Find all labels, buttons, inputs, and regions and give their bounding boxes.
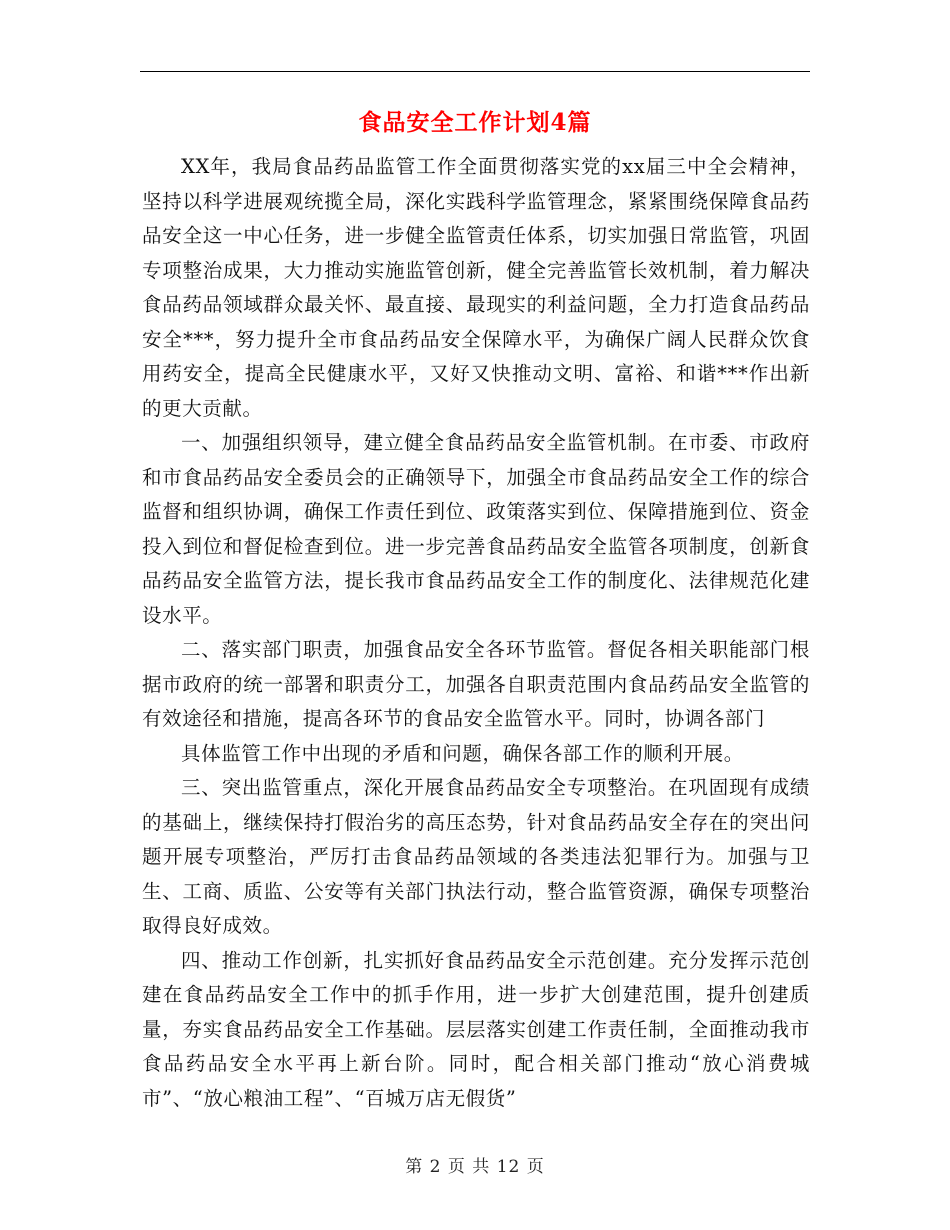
page-footer xyxy=(0,1152,950,1177)
footer-page-total: 12 xyxy=(496,1157,521,1177)
paragraph-section-4: 四、推动工作创新，扎实抓好食品药品安全示范创建。充分发挥示范创建在食品药品安全工作中的抓手作用，进一步扩大创建范围，提升创建质量，夯实食品药品安全工作基础。层层落实创建工作责任制，全面推动我市食品药品安全水平再上新台阶。同时，配合相关部门推动“放心消费城市”、“放心粮油工程”、“百城万店无假货” xyxy=(142,948,810,1110)
paragraph-section-2: 二、落实部门职责，加强食品安全各环节监管。督促各相关职能部门根据市政府的统一部署和职责分工，加强各自职责范围内食品药品安全监管的有效途径和措施，提高各环节的食品安全监管水平。同时，协调各部门 xyxy=(142,638,810,730)
footer-prefix: 第 xyxy=(405,1157,424,1177)
document-body xyxy=(142,150,810,1116)
footer-page-current: 2 xyxy=(429,1157,442,1177)
document-title: 食品安全工作计划4篇 xyxy=(358,109,592,136)
paragraph-section-2-continued: 具体监管工作中出现的矛盾和问题，确保各部工作的顺利开展。 xyxy=(181,741,744,765)
paragraph-intro: XX年，我局食品药品监管工作全面贯彻落实党的xx届三中全会精神，坚持以科学进展观统揽全局，深化实践科学监管理念，紧紧围绕保障食品药品安全这一中心任务，进一步健全监管责任体系，切实加强日常监管，巩固专项整治成果，大力推动实施监管创新，健全完善监管长效机制，着力解决食品药品领域群众最关怀、最直接、最现实的利益问题，全力打造食品药品安全***，努力提升全市食品药品安全保障水平，为确保广阔人民群众饮食用药安全，提高全民健康水平，又好又快推动文明、富裕、和谐***作出新的更大贡献。 xyxy=(142,155,810,420)
paragraph-section-1: 一、加强组织领导，建立健全食品药品安全监管机制。在市委、市政府和市食品药品安全委员会的正确领导下，加强全市食品药品安全工作的综合监督和组织协调，确保工作责任到位、政策落实到位、保障措施到位、资金投入到位和督促检查到位。进一步完善食品药品安全监管各项制度，创新食品药品安全监管方法，提长我市食品药品安全工作的制度化、法律规范化建设水平。 xyxy=(142,431,810,627)
paragraph-section-3: 三、突出监管重点，深化开展食品药品安全专项整治。在巩固现有成绩的基础上，继续保持打假治劣的高压态势，针对食品药品安全存在的突出问题开展专项整治，严厉打击食品药品领域的各类违法犯罪行为。加强与卫生、工商、质监、公安等有关部门执法行动，整合监管资源，确保专项整治取得良好成效。 xyxy=(142,776,810,937)
footer-mid: 页 共 xyxy=(447,1157,491,1177)
header-rule xyxy=(140,71,810,72)
footer-suffix: 页 xyxy=(526,1157,545,1177)
